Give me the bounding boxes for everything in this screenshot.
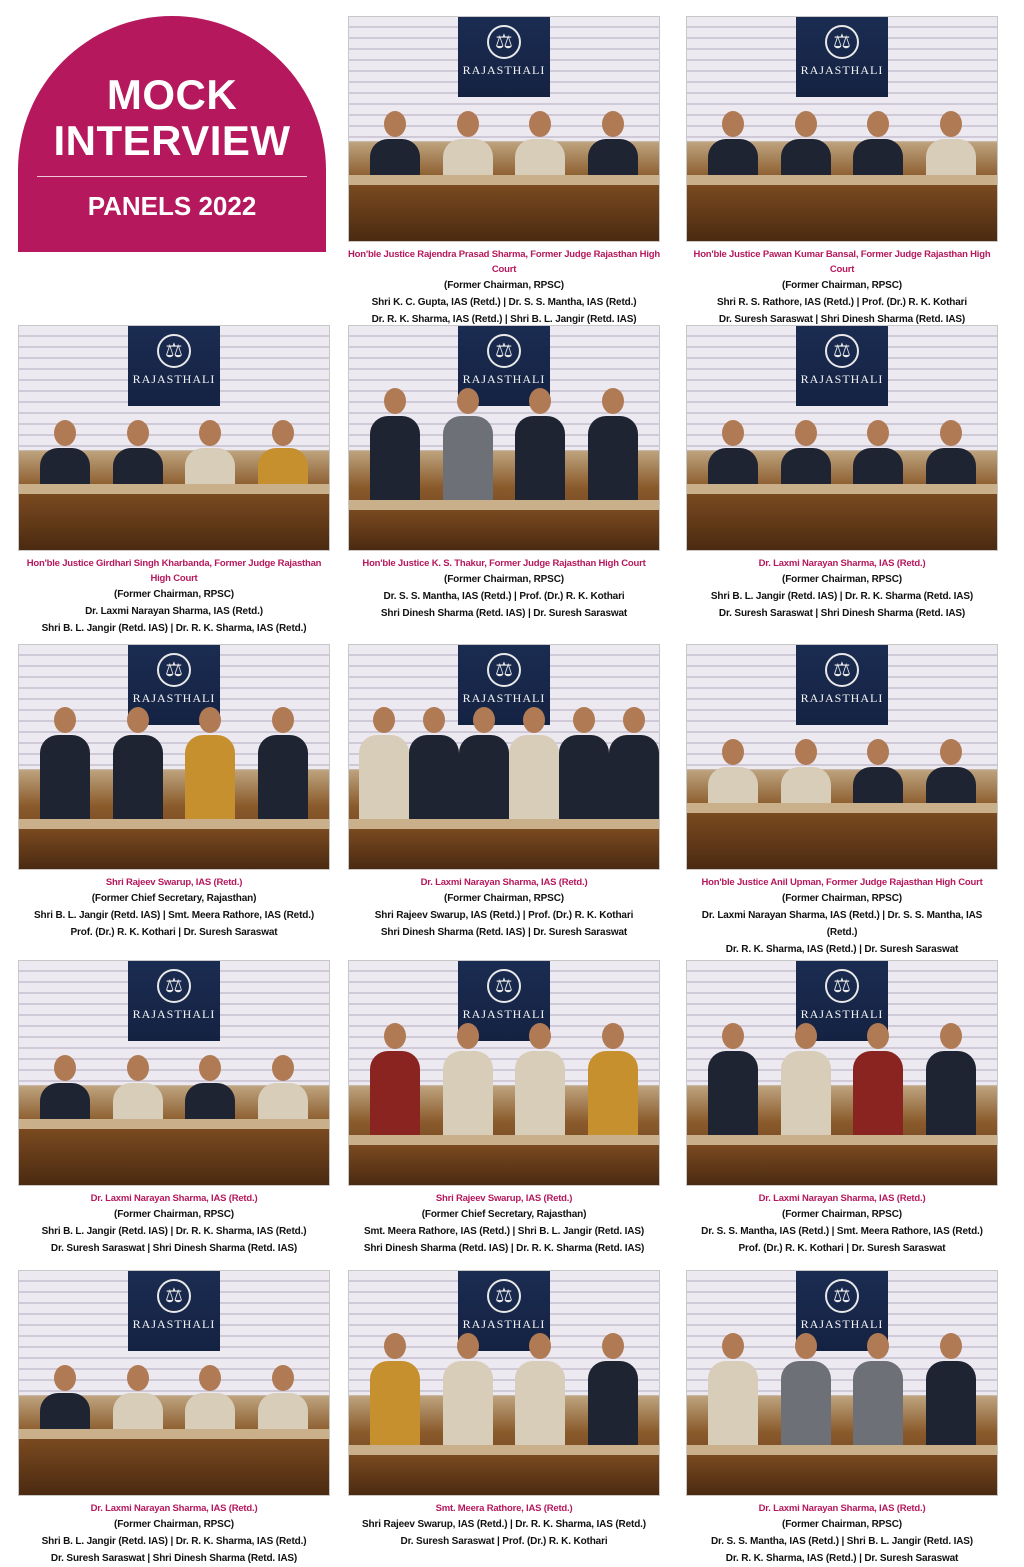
panel-card bbox=[686, 325, 998, 622]
panel-caption bbox=[686, 870, 998, 958]
figure-head bbox=[867, 1023, 889, 1049]
figure-head bbox=[199, 420, 221, 446]
desk bbox=[349, 510, 659, 550]
panel-photo bbox=[686, 960, 998, 1186]
panel-chair-name: Hon'ble Justice K. S. Thakur, Former Judge Rajasthan High Court bbox=[362, 558, 646, 569]
panel-chair-name: Dr. Laxmi Narayan Sharma, IAS (Retd.) bbox=[90, 1503, 258, 1514]
panel-member-line: Dr. S. S. Mantha, IAS (Retd.) | Shri B. L. Jangir (Retd. IAS) bbox=[710, 1536, 973, 1547]
figure-head bbox=[272, 707, 294, 733]
figure-head bbox=[795, 111, 817, 137]
panel-caption bbox=[18, 1496, 330, 1567]
figure-head bbox=[473, 707, 495, 733]
panel-member-line: Dr. R. K. Sharma, IAS (Retd.) | Dr. Suresh Saraswat bbox=[725, 1553, 959, 1564]
scales-of-justice-icon: ⚖ bbox=[487, 25, 521, 59]
panel-member-line: Dr. R. K. Sharma, IAS (Retd.) | Dr. Suresh Saraswat bbox=[725, 944, 959, 955]
figure-head bbox=[867, 739, 889, 765]
banner-text: RAJASTHALI bbox=[462, 372, 546, 386]
panel-member-line: Shri B. L. Jangir (Retd. IAS) | Dr. R. K. Sharma, IAS (Retd.) bbox=[41, 1226, 307, 1237]
figure-head bbox=[602, 1023, 624, 1049]
panel-photo bbox=[686, 325, 998, 551]
figure-head bbox=[127, 420, 149, 446]
panel-member-line: Dr. Laxmi Narayan Sharma, IAS (Retd.) | Dr. S. S. Mantha, IAS (Retd.) bbox=[701, 910, 983, 938]
banner-text: RAJASTHALI bbox=[462, 691, 546, 705]
banner-text: RAJASTHALI bbox=[800, 1317, 884, 1331]
figure-head bbox=[940, 1333, 962, 1359]
header-title-mock: MOCK bbox=[106, 71, 238, 118]
figure-head bbox=[940, 1023, 962, 1049]
scales-of-justice-icon: ⚖ bbox=[487, 969, 521, 1003]
header-subtitle: PANELS 2022 bbox=[87, 191, 257, 221]
desk bbox=[19, 494, 329, 550]
figure-head bbox=[722, 420, 744, 446]
desk-top bbox=[687, 1135, 997, 1145]
panel-member-line: Shri R. S. Rathore, IAS (Retd.) | Prof. (Dr.) R. K. Kothari bbox=[716, 297, 968, 308]
panel-member-line: Dr. Laxmi Narayan Sharma, IAS (Retd.) bbox=[85, 606, 263, 617]
scales-of-justice-icon: ⚖ bbox=[487, 653, 521, 687]
figure-head bbox=[795, 420, 817, 446]
figure-head bbox=[940, 739, 962, 765]
panel-caption bbox=[348, 1496, 660, 1550]
figure-head bbox=[457, 388, 479, 414]
figure-head bbox=[722, 111, 744, 137]
figure-head bbox=[54, 1055, 76, 1081]
panel-member-line: Dr. Suresh Saraswat | Prof. (Dr.) R. K. Kothari bbox=[400, 1536, 608, 1547]
panel-card bbox=[348, 16, 660, 328]
panel-caption bbox=[348, 1186, 660, 1257]
panel-card bbox=[18, 644, 330, 941]
scales-of-justice-icon: ⚖ bbox=[157, 969, 191, 1003]
scales-of-justice-icon: ⚖ bbox=[487, 1279, 521, 1313]
panel-card bbox=[686, 960, 998, 1257]
figure-head bbox=[722, 1023, 744, 1049]
panel-card bbox=[18, 1270, 330, 1567]
desk-top bbox=[19, 1429, 329, 1439]
desk bbox=[19, 1439, 329, 1495]
figure-head bbox=[529, 388, 551, 414]
panel-photo bbox=[18, 960, 330, 1186]
scales-of-justice-icon: ⚖ bbox=[487, 334, 521, 368]
banner-text: RAJASTHALI bbox=[132, 1317, 216, 1331]
figure-head bbox=[384, 388, 406, 414]
panel-chair-name: Dr. Laxmi Narayan Sharma, IAS (Retd.) bbox=[420, 877, 588, 888]
panel-card bbox=[686, 1270, 998, 1567]
panel-member-line: (Former Chairman, RPSC) bbox=[114, 589, 234, 600]
panel-member-line: Shri B. L. Jangir (Retd. IAS) | Dr. R. K. Sharma (Retd. IAS) bbox=[710, 591, 974, 602]
panel-caption bbox=[18, 551, 330, 637]
figure-head bbox=[867, 1333, 889, 1359]
panel-photo bbox=[348, 960, 660, 1186]
panel-photo bbox=[18, 644, 330, 870]
panel-member-line: Dr. Suresh Saraswat | Shri Dinesh Sharma (Retd. IAS) bbox=[718, 608, 966, 619]
figure-head bbox=[54, 707, 76, 733]
panel-card bbox=[686, 16, 998, 328]
panel-photo bbox=[686, 16, 998, 242]
panel-member-line: (Former Chairman, RPSC) bbox=[114, 1519, 234, 1530]
header-title-interview: INTERVIEW bbox=[53, 117, 291, 164]
panel-caption bbox=[348, 242, 660, 328]
figure-head bbox=[722, 1333, 744, 1359]
figure-head bbox=[272, 420, 294, 446]
scales-of-justice-icon: ⚖ bbox=[825, 25, 859, 59]
panel-member-line: Dr. R. K. Sharma, IAS (Retd.) | Shri B. L. Jangir (Retd. IAS) bbox=[371, 314, 637, 325]
desk-top bbox=[19, 819, 329, 829]
desk bbox=[687, 494, 997, 550]
desk-top bbox=[687, 803, 997, 813]
desk bbox=[687, 185, 997, 241]
panel-caption bbox=[18, 870, 330, 941]
desk bbox=[349, 829, 659, 869]
figure-head bbox=[199, 1055, 221, 1081]
panel-member-line: (Former Chairman, RPSC) bbox=[782, 1519, 902, 1530]
scales-of-justice-icon: ⚖ bbox=[825, 334, 859, 368]
figure-head bbox=[272, 1365, 294, 1391]
panel-chair-name: Dr. Laxmi Narayan Sharma, IAS (Retd.) bbox=[758, 1193, 926, 1204]
scales-of-justice-icon: ⚖ bbox=[157, 334, 191, 368]
desk bbox=[19, 1129, 329, 1185]
figure-head bbox=[127, 1365, 149, 1391]
desk-top bbox=[687, 1445, 997, 1455]
panel-photo bbox=[18, 325, 330, 551]
header-divider bbox=[37, 176, 307, 177]
desk-top bbox=[349, 819, 659, 829]
panel-member-line: (Former Chairman, RPSC) bbox=[444, 280, 564, 291]
scales-of-justice-icon: ⚖ bbox=[157, 653, 191, 687]
figure-head bbox=[457, 1023, 479, 1049]
banner-text: RAJASTHALI bbox=[462, 63, 546, 77]
panel-photo bbox=[686, 1270, 998, 1496]
desk bbox=[687, 1455, 997, 1495]
desk-top bbox=[687, 175, 997, 185]
panel-chair-name: Shri Rajeev Swarup, IAS (Retd.) bbox=[435, 1193, 573, 1204]
figure-head bbox=[573, 707, 595, 733]
figure-head bbox=[602, 388, 624, 414]
figure-head bbox=[529, 1333, 551, 1359]
desk-top bbox=[19, 484, 329, 494]
figure-head bbox=[795, 1023, 817, 1049]
figure-head bbox=[457, 1333, 479, 1359]
figure-head bbox=[127, 707, 149, 733]
panel-member-line: Dr. S. S. Mantha, IAS (Retd.) | Prof. (Dr.) R. K. Kothari bbox=[383, 591, 625, 602]
desk-top bbox=[349, 1135, 659, 1145]
panel-chair-name: Dr. Laxmi Narayan Sharma, IAS (Retd.) bbox=[758, 1503, 926, 1514]
banner-text: RAJASTHALI bbox=[132, 372, 216, 386]
panel-member-line: Dr. Suresh Saraswat | Shri Dinesh Sharma (Retd. IAS) bbox=[50, 1553, 298, 1564]
panel-member-line: Shri Rajeev Swarup, IAS (Retd.) | Dr. R. K. Sharma, IAS (Retd.) bbox=[362, 1519, 646, 1530]
panel-chair-name: Dr. Laxmi Narayan Sharma, IAS (Retd.) bbox=[90, 1193, 258, 1204]
panel-member-line: (Former Chairman, RPSC) bbox=[444, 893, 564, 904]
panel-member-line: Dr. Suresh Saraswat | Shri Dinesh Sharma (Retd. IAS) bbox=[718, 314, 966, 325]
figure-head bbox=[423, 707, 445, 733]
figure-head bbox=[272, 1055, 294, 1081]
banner-text: RAJASTHALI bbox=[132, 1007, 216, 1021]
panel-member-line: (Former Chairman, RPSC) bbox=[444, 574, 564, 585]
panel-member-line: (Former Chairman, RPSC) bbox=[782, 893, 902, 904]
panel-member-line: (Former Chairman, RPSC) bbox=[782, 1209, 902, 1220]
panel-photo bbox=[348, 644, 660, 870]
panel-chair-name: Hon'ble Justice Girdhari Singh Kharbanda, Former Judge Rajasthan High Court bbox=[26, 558, 322, 584]
figure-head bbox=[384, 1333, 406, 1359]
panel-member-line: (Former Chairman, RPSC) bbox=[782, 280, 902, 291]
desk-top bbox=[687, 484, 997, 494]
figure-head bbox=[54, 1365, 76, 1391]
figure-head bbox=[940, 420, 962, 446]
panel-member-line: Shri Dinesh Sharma (Retd. IAS) | Dr. R. K. Sharma (Retd. IAS) bbox=[363, 1243, 645, 1254]
banner-text: RAJASTHALI bbox=[800, 372, 884, 386]
panel-caption bbox=[348, 551, 660, 622]
panel-member-line: Smt. Meera Rathore, IAS (Retd.) | Shri B. L. Jangir (Retd. IAS) bbox=[363, 1226, 645, 1237]
figure-head bbox=[795, 739, 817, 765]
figure-head bbox=[529, 111, 551, 137]
desk bbox=[349, 1145, 659, 1185]
panel-member-line: Prof. (Dr.) R. K. Kothari | Dr. Suresh Saraswat bbox=[70, 927, 278, 938]
panel-chair-name: Smt. Meera Rathore, IAS (Retd.) bbox=[435, 1503, 573, 1514]
banner-text: RAJASTHALI bbox=[462, 1317, 546, 1331]
panel-card bbox=[18, 325, 330, 637]
panel-member-line: Shri B. L. Jangir (Retd. IAS) | Dr. R. K. Sharma, IAS (Retd.) bbox=[41, 1536, 307, 1547]
panel-member-line: Shri Dinesh Sharma (Retd. IAS) | Dr. Suresh Saraswat bbox=[380, 608, 628, 619]
banner-text: RAJASTHALI bbox=[800, 691, 884, 705]
panel-photo bbox=[348, 325, 660, 551]
figure-head bbox=[623, 707, 645, 733]
panel-card bbox=[348, 644, 660, 941]
panel-chair-name: Hon'ble Justice Rajendra Prasad Sharma, Former Judge Rajasthan High Court bbox=[348, 249, 660, 275]
panel-card bbox=[348, 960, 660, 1257]
figure-head bbox=[722, 739, 744, 765]
figure-head bbox=[54, 420, 76, 446]
figure-head bbox=[602, 111, 624, 137]
banner-text: RAJASTHALI bbox=[800, 63, 884, 77]
panel-caption bbox=[686, 551, 998, 622]
desk bbox=[349, 185, 659, 241]
scales-of-justice-icon: ⚖ bbox=[825, 653, 859, 687]
panel-photo bbox=[686, 644, 998, 870]
panel-caption bbox=[686, 1496, 998, 1567]
panel-caption bbox=[686, 242, 998, 328]
banner-text: RAJASTHALI bbox=[800, 1007, 884, 1021]
panel-member-line: Shri B. L. Jangir (Retd. IAS) | Smt. Meera Rathore, IAS (Retd.) bbox=[33, 910, 315, 921]
figure-head bbox=[457, 111, 479, 137]
panel-caption bbox=[18, 1186, 330, 1257]
panel-member-line: Shri K. C. Gupta, IAS (Retd.) | Dr. S. S. Mantha, IAS (Retd.) bbox=[371, 297, 637, 308]
figure-head bbox=[867, 111, 889, 137]
panel-chair-name: Shri Rajeev Swarup, IAS (Retd.) bbox=[105, 877, 243, 888]
desk bbox=[687, 1145, 997, 1185]
panel-card bbox=[18, 960, 330, 1257]
desk-top bbox=[349, 1445, 659, 1455]
figure-head bbox=[199, 1365, 221, 1391]
panel-member-line: (Former Chief Secretary, Rajasthan) bbox=[91, 893, 257, 904]
figure-head bbox=[384, 1023, 406, 1049]
desk-top bbox=[349, 500, 659, 510]
figure-head bbox=[199, 707, 221, 733]
figure-head bbox=[384, 111, 406, 137]
panel-member-line: Dr. Suresh Saraswat | Shri Dinesh Sharma (Retd. IAS) bbox=[50, 1243, 298, 1254]
figure-head bbox=[373, 707, 395, 733]
panel-chair-name: Hon'ble Justice Anil Upman, Former Judge Rajasthan High Court bbox=[701, 877, 983, 888]
panel-chair-name: Dr. Laxmi Narayan Sharma, IAS (Retd.) bbox=[758, 558, 926, 569]
panel-chair-name: Hon'ble Justice Pawan Kumar Bansal, Former Judge Rajasthan High Court bbox=[693, 249, 991, 275]
figure-head bbox=[602, 1333, 624, 1359]
desk-top bbox=[19, 1119, 329, 1129]
panel-member-line: Prof. (Dr.) R. K. Kothari | Dr. Suresh Saraswat bbox=[738, 1243, 946, 1254]
desk bbox=[687, 813, 997, 869]
panel-card bbox=[686, 644, 998, 958]
desk bbox=[19, 829, 329, 869]
scales-of-justice-icon: ⚖ bbox=[825, 1279, 859, 1313]
desk-top bbox=[349, 175, 659, 185]
panel-member-line: Shri B. L. Jangir (Retd. IAS) | Dr. R. K. Sharma, IAS (Retd.) bbox=[41, 623, 307, 634]
panel-member-line: (Former Chief Secretary, Rajasthan) bbox=[421, 1209, 587, 1220]
figure-head bbox=[127, 1055, 149, 1081]
figure-head bbox=[940, 111, 962, 137]
figure-head bbox=[867, 420, 889, 446]
panel-caption bbox=[686, 1186, 998, 1257]
panel-member-line: (Former Chairman, RPSC) bbox=[782, 574, 902, 585]
scales-of-justice-icon: ⚖ bbox=[825, 969, 859, 1003]
panel-caption bbox=[348, 870, 660, 941]
banner-text: RAJASTHALI bbox=[132, 691, 216, 705]
desk bbox=[349, 1455, 659, 1495]
panel-member-line: (Former Chairman, RPSC) bbox=[114, 1209, 234, 1220]
panel-card bbox=[348, 325, 660, 622]
figure-head bbox=[523, 707, 545, 733]
panel-photo bbox=[348, 1270, 660, 1496]
banner-text: RAJASTHALI bbox=[462, 1007, 546, 1021]
header-badge bbox=[18, 16, 326, 252]
figure-head bbox=[529, 1023, 551, 1049]
panel-member-line: Shri Dinesh Sharma (Retd. IAS) | Dr. Suresh Saraswat bbox=[380, 927, 628, 938]
panel-photo bbox=[18, 1270, 330, 1496]
panel-card bbox=[348, 1270, 660, 1550]
panel-photo bbox=[348, 16, 660, 242]
scales-of-justice-icon: ⚖ bbox=[157, 1279, 191, 1313]
panel-member-line: Dr. S. S. Mantha, IAS (Retd.) | Smt. Meera Rathore, IAS (Retd.) bbox=[701, 1226, 983, 1237]
panel-member-line: Shri Rajeev Swarup, IAS (Retd.) | Prof. (Dr.) R. K. Kothari bbox=[374, 910, 634, 921]
figure-head bbox=[795, 1333, 817, 1359]
